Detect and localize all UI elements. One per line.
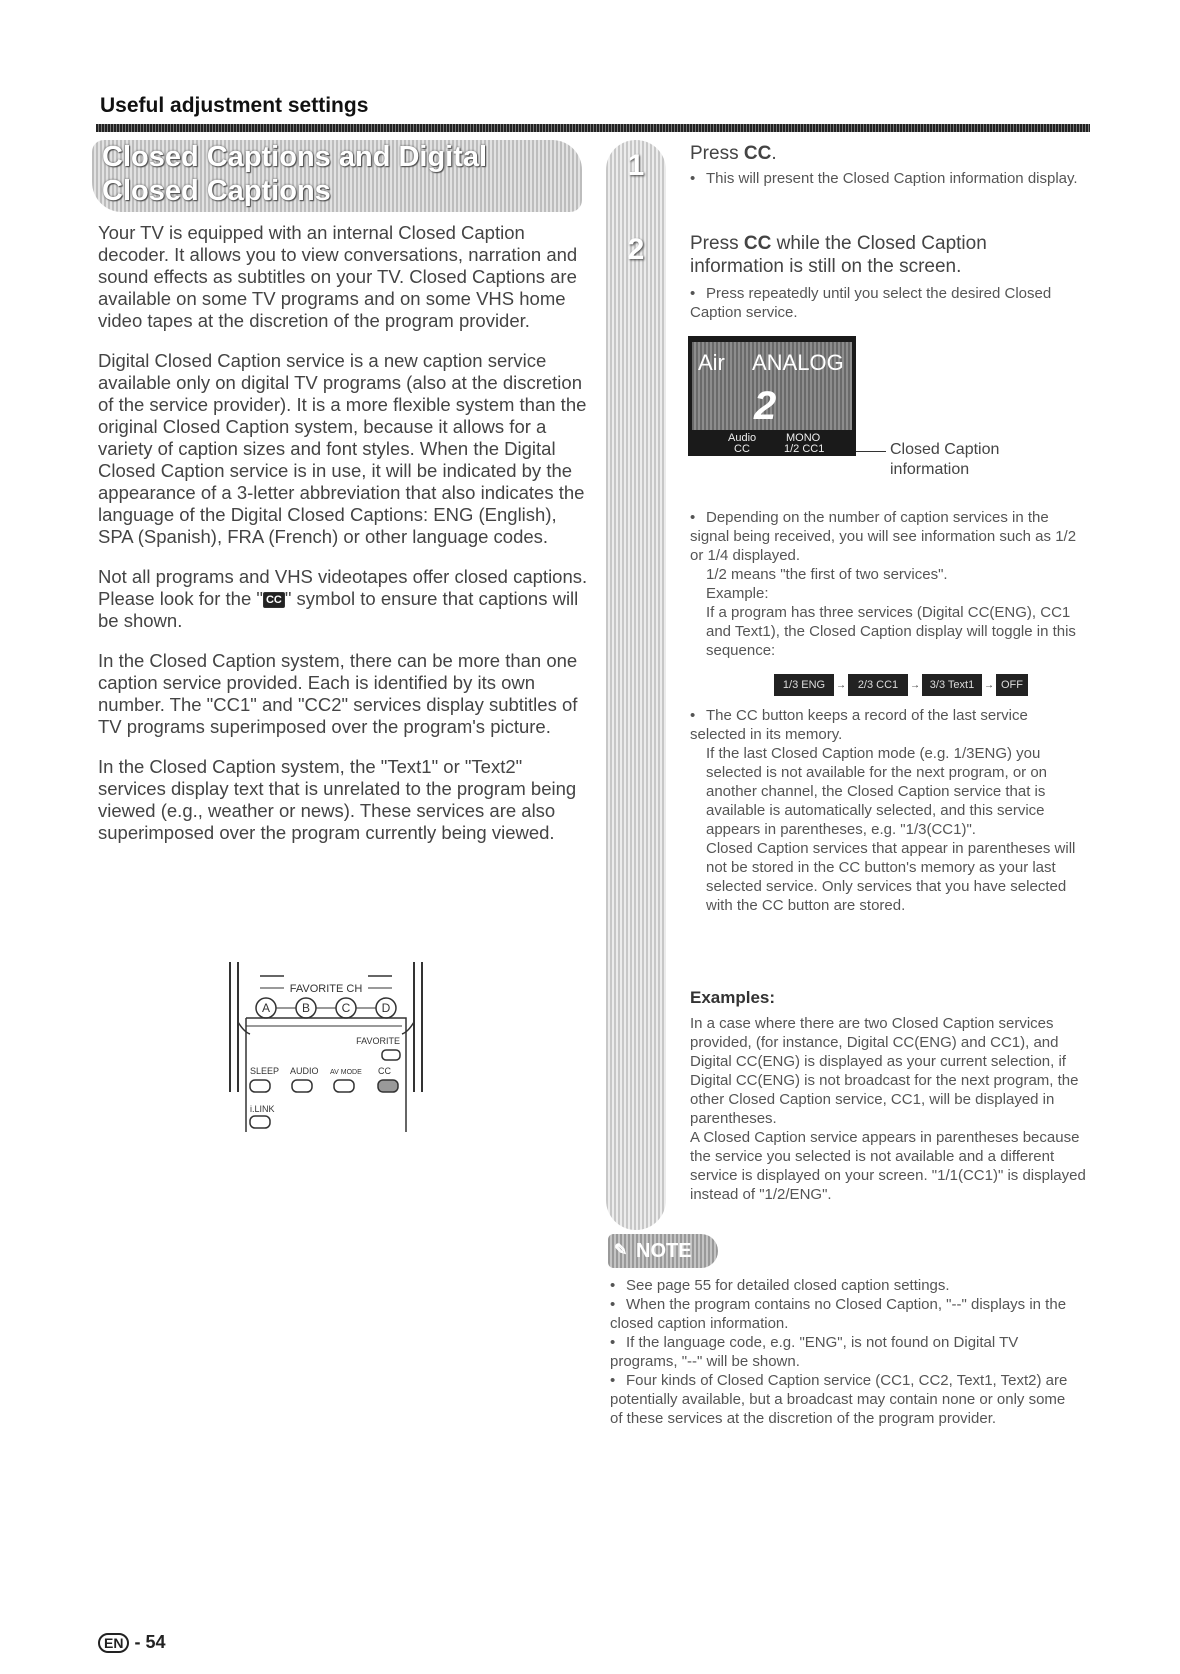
tv-cc-label: CC [734,443,750,455]
cc-label: CC [378,1066,391,1076]
step-2 [690,232,1080,322]
button-c-label: C [341,1001,351,1015]
callout-line [856,451,886,452]
step-bar [606,140,666,1230]
audio-button[interactable] [292,1080,312,1092]
step-2-title: Press CC while the Closed Caption information is still on the screen. [690,233,987,277]
paragraph-4: In the Closed Caption system, there can be more than one caption service provided. Each is identified by its own number. The "CC1" and "CC2" services display subtitles of TV programs superimposed over the program's picture. [98,650,578,737]
favorite-button[interactable] [382,1050,400,1060]
step-1-title: Press CC. [690,143,777,164]
tv-audio-value: MONO [786,432,821,444]
callout-label: Closed Caption information [890,441,1000,478]
examples-text-2: A Closed Caption service appears in parentheses because the service you selected is not available and a different service is displayed on your screen. "1/1(CC1)" is displayed instead of "1/2/ENG". [690,1129,1086,1203]
paragraph-1: Your TV is equipped with an internal Closed Caption decoder. It allows you to view conversations, narration and sound effects as subtitles on your TV. Closed Captions are available on some TV programs and on some VHS home video tapes at the discretion of the program provider. [98,222,578,331]
step-1-bullet: • This will present the Closed Caption information display. [690,170,1078,187]
favorite-label: FAVORITE [356,1036,400,1046]
seq-item: 3/3 Text1 [922,674,982,696]
tv-audio-label: Audio [728,432,757,444]
examples-section [690,988,1086,1204]
sleep-label: SLEEP [250,1066,280,1076]
note-item: • See page 55 for detailed closed caption settings. [610,1277,950,1294]
paragraph-5: In the Closed Caption system, the "Text1" or "Text2" services display text that is unrelated to the program being viewed (e.g., weather or news). These services are also superimposed over the program currently being viewed. [98,756,577,843]
cc-button[interactable] [378,1080,398,1092]
paragraph-3: Not all programs and VHS videotapes offer closed captions. Please look for the " CC " symbol to ensure that captions will be shown. [98,566,588,631]
step-2-bullet: • Press repeatedly until you select the desired Closed Caption service. [690,285,1052,321]
avmode-label: AV MODE [330,1069,362,1076]
page-number: - 54 [134,1632,166,1652]
cc-symbol-icon: CC [263,592,285,608]
examples-text-1: In a case where there are two Closed Caption services provided, (for instance, Digital CC(ENG) and CC1), and Digital CC(ENG) is displayed as your current selection, if Digital CC(ENG) is not broadcast for the next program, the other Closed Caption service, CC1, will be displayed in parentheses. [690,1015,1079,1127]
bullet-1: • Depending on the number of caption services in the signal being received, you will see information such as 1/2 or 1/4 displayed. [690,509,1077,564]
tv-cc-value: 1/2 CC1 [784,443,825,455]
bullet-2: • The CC button keeps a record of the last service selected in its memory. [690,707,1028,743]
examples-title: Examples: [690,988,776,1007]
note-list [610,1276,1080,1428]
note-item: • If the language code, e.g. "ENG", is not found on Digital TV programs, "--" will be shown. [610,1334,1019,1370]
step-2-number: 2 [627,233,645,266]
note-badge: ✎ NOTE [608,1234,718,1268]
button-b-label: B [301,1001,311,1015]
avmode-button[interactable] [334,1080,354,1092]
paragraph-2: Digital Closed Caption service is a new caption service available only on digital TV programs (also at the discretion of the service provider). It is a more flexible system than the original Closed Caption system, because it allows for a variety of caption sizes and font styles. When the Digital Closed Caption service is in use, it will be indicated by the appearance of a 3-letter abbreviation that also indicates the language of the Digital Closed Captions: ENG (English), SPA (Spanish), FRA (French) or other language codes. [98,350,587,547]
intro-text [98,222,588,862]
note-item: • When the program contains no Closed Caption, "--" displays in the closed caption information. [610,1296,1067,1332]
language-badge: EN [98,1633,129,1653]
seq-item: OFF [996,674,1028,696]
topic-banner [92,140,582,212]
ilink-button[interactable] [250,1116,270,1128]
cc-sequence [774,674,1086,696]
arrow-icon: → [836,679,846,691]
tv-channel-number: 2 [754,384,777,428]
sleep-button[interactable] [250,1080,270,1092]
header-rule [96,124,1090,132]
tv-analog-label: ANALOG [752,350,844,375]
note-item: • Four kinds of Closed Caption service (CC1, CC2, Text1, Text2) are potentially available, but a broadcast may contain none or only some of these services at the discretion of the program provider. [610,1372,1068,1427]
pencil-icon: ✎ [614,1242,628,1259]
step-1-number: 1 [627,149,645,182]
remote-illustration [226,962,426,1132]
seq-item: 1/3 ENG [774,674,834,696]
step-1 [690,142,1080,188]
remote-drawing [226,962,426,1132]
cc-info-display [688,336,856,456]
seq-item: 2/3 CC1 [848,674,908,696]
audio-label: AUDIO [290,1066,319,1076]
arrow-icon: → [910,679,920,691]
arrow-icon: → [984,679,994,691]
section-title: Useful adjustment settings [100,94,369,117]
button-d-label: D [381,1001,391,1015]
button-a-label: A [261,1001,271,1015]
favorite-ch-label: FAVORITE CH [289,983,363,995]
tv-air-label: Air [698,350,725,375]
page-footer [98,1632,166,1653]
banner-title: Closed Captions and Digital Closed Captions [102,141,488,207]
info-bullets: • Depending on the number of caption services in the signal being received, you will see information such as 1/2 or 1/4 displayed. 1/2 means "the first of two services". Example: If a program has three services (Digital CC(ENG), CC1 and Text1), the Closed Caption display will toggle in this sequence: 1/3 ENG → 2/3 CC1 → 3/3 Text1 → OFF • The CC button keeps a record of the last service selected in its memory. If the last Closed Caption mode (e.g. 1/3ENG) you selected is not available for the next program, or on another channel, the Closed Caption service that is available is automatically selected, and this service appears in parentheses, e.g. "1/3(CC1)". Closed Caption services that appear in parentheses will not be stored in the CC button's memory as your last selected service. Only services that you have selected with the CC button are stored. [690,508,1086,915]
ilink-label: i.LINK [250,1104,275,1114]
